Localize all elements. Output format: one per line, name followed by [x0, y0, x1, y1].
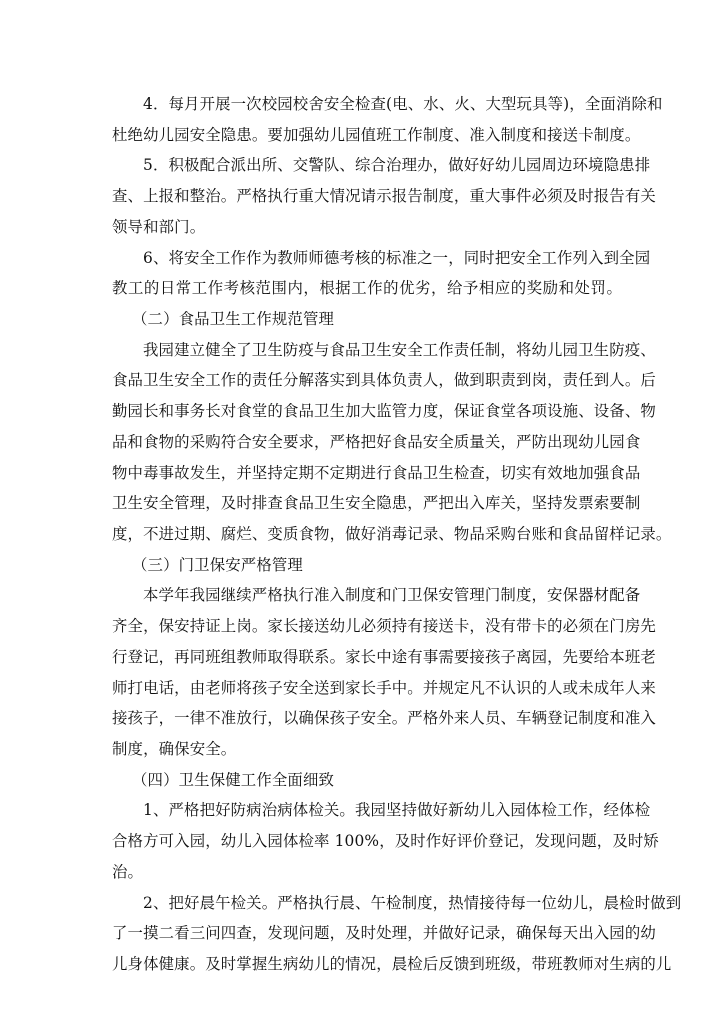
section-heading: （二）食品卫生工作规范管理: [132, 310, 335, 328]
text-line: 食品卫生安全工作的责任分解落实到具体负责人，做到职责到岗，责任到人。后: [112, 371, 656, 389]
text-line: 我园建立健全了卫生防疫与食品卫生安全工作责任制，将幼儿园卫生防疫、: [143, 341, 656, 359]
text-line: 了一摸二看三问四查，发现问题，及时处理，并做好记录，确保每天出入园的幼: [112, 924, 656, 942]
text-line: 品和食物的采购符合安全要求，严格把好食品安全质量关，严防出现幼儿园食: [112, 433, 641, 451]
text-line: 领导和部门。: [112, 218, 206, 236]
text-line: 师打电话，由老师将孩子安全送到家长手中。并规定凡不认识的人或未成年人来: [112, 679, 656, 697]
text-line: 6、将安全工作作为教师师德考核的标准之一，同时把安全工作列入到全园: [143, 249, 651, 267]
section-heading: （四）卫生保健工作全面细致: [132, 771, 335, 789]
text-line: 接孩子，一律不准放行，以确保孩子安全。严格外来人员、车辆登记制度和准入: [112, 709, 656, 727]
text-line: 本学年我园继续严格执行准入制度和门卫保安管理门制度，安保器材配备: [143, 586, 641, 604]
text-line: 查、上报和整治。严格执行重大情况请示报告制度，重大事件必须及时报告有关: [112, 187, 656, 205]
text-line: 制度，确保安全。: [112, 740, 237, 758]
text-line: 教工的日常工作考核范围内，根据工作的优劣，给予相应的奖励和处罚。: [112, 279, 622, 297]
text-line: 4．每月开展一次校园校舍安全检查(电、水、火、大型玩具等)，全面消除和: [143, 95, 663, 113]
text-line: 治。: [112, 863, 144, 881]
text-line: 2、把好晨午检关。严格执行晨、午检制度，热情接待每一位幼儿，晨检时做到: [143, 894, 682, 912]
text-line: 物中毒事故发生，并坚持定期不定期进行食品卫生检查，切实有效地加强食品: [112, 464, 641, 482]
text-line: 度，不进过期、腐烂、变质食物，做好消毒记录、物品采购台账和食品留样记录。: [112, 525, 672, 543]
text-line: 行登记，再同班组教师取得联系。家长中途有事需要接孩子离园，先要给本班老: [112, 648, 656, 666]
text-line: 卫生安全管理，及时排查食品卫生安全隐患，严把出入库关，坚持发票索要制: [112, 494, 641, 512]
section-heading: （三）门卫保安严格管理: [132, 556, 303, 574]
text-line: 杜绝幼儿园安全隐患。要加强幼儿园值班工作制度、准入制度和接送卡制度。: [112, 126, 641, 144]
text-line: 1、严格把好防病治病体检关。我园坚持做好新幼儿入园体检工作，经体检: [143, 801, 651, 819]
text-line: 5．积极配合派出所、交警队、综合治理办，做好好幼儿园周边环境隐患排: [143, 156, 651, 174]
text-line: 勤园长和事务长对食堂的食品卫生加大监管力度，保证食堂各项设施、设备、物: [112, 402, 656, 420]
text-line: 合格方可入园，幼儿入园体检率 100%，及时作好评价登记，发现问题，及时矫: [112, 832, 659, 850]
text-line: 齐全，保安持证上岗。家长接送幼儿必须持有接送卡，没有带卡的必须在门房先: [112, 617, 656, 635]
text-line: 儿身体健康。及时掌握生病幼儿的情况，晨检后反馈到班级，带班教师对生病的儿: [112, 955, 672, 973]
